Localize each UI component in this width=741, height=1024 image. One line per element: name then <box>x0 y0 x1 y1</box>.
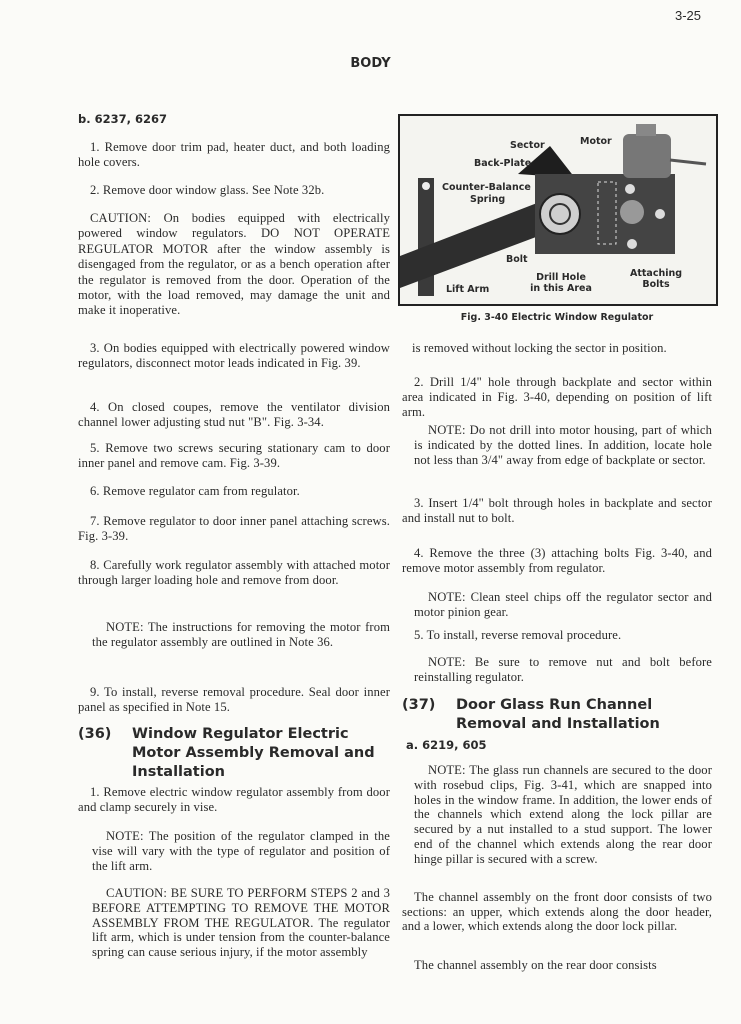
section-number: (36) <box>78 726 112 742</box>
note-clean-chips: NOTE: Clean steel chips off the regulator sector and motor pinion gear. <box>414 590 712 620</box>
label-spring: Spring <box>470 194 506 205</box>
label-lift-arm: Lift Arm <box>446 284 490 295</box>
label-bolt: Bolt <box>506 254 528 265</box>
section-36-heading <box>78 725 390 783</box>
note-drill: NOTE: Do not drill into motor housing, part of which is indicated by the dotted lines. In addition, locate hole not less than 3/4" away from edge of backplate or sector. <box>414 423 712 468</box>
r-step-4: 4. Remove the three (3) attaching bolts Fig. 3-40, and remove motor assembly from regulator. <box>402 546 712 576</box>
note-rosebud-clips: NOTE: The glass run channels are secured to the door with rosebud clips, Fig. 3-41, which are snapped into holes in the window frame. In addition, the lower ends of the channels which extend along the lock pillar are secured by a nut installed to a stud support. The lower end of the channel which extends along the rear door hinge pillar is secured with a screw. <box>414 763 712 866</box>
running-head: BODY <box>350 56 391 71</box>
label-back-plate: Back-Plate <box>474 158 532 169</box>
r-step-2: 2. Drill 1/4" hole through backplate and sector within area indicated in Fig. 3-40, depending on position of lift arm. <box>402 375 712 420</box>
section-number: (37) <box>402 697 436 713</box>
s36-note: NOTE: The position of the regulator clamped in the vise will vary with the type of regulator and position of the lift arm. <box>92 829 390 874</box>
section-title: Window Regulator Electric Motor Assembly Removal and Installation <box>132 726 375 780</box>
subheading-a: a. 6219, 605 <box>406 738 487 752</box>
label-counter-balance: Counter-Balance <box>442 182 531 193</box>
figure-electric-window-regulator <box>398 114 718 306</box>
label-drill-hole <box>526 272 596 294</box>
r-step-3: 3. Insert 1/4" bolt through holes in backplate and sector and install nut to bolt. <box>402 496 712 526</box>
r-step-5: 5. To install, reverse removal procedure. <box>414 628 622 642</box>
step-1: 1. Remove door trim pad, heater duct, and both loading hole covers. <box>78 140 390 170</box>
caution-note: CAUTION: On bodies equipped with electrically powered window regulators. DO NOT OPERATE REGULATOR MOTOR after the window assembly is disengaged from the regulator, or as a bench operation after the regulator is removed from the door. Operation of the motor, with the load removed, may damage the unit and make it inoperative. <box>78 211 390 318</box>
label-attaching-line2: Bolts <box>642 279 670 290</box>
continued-text: is removed without locking the sector in position. <box>412 341 667 355</box>
para-front-door: The channel assembly on the front door consists of two sections: an upper, which extends along the door header, and a lower, which extends along the door lock pillar. <box>402 890 712 934</box>
label-attaching-bolts <box>626 268 686 290</box>
section-37-heading <box>402 696 714 736</box>
step-9: 9. To install, reverse removal procedure. Seal door inner panel as specified in Note 15. <box>78 685 390 715</box>
label-drill-hole-line1: Drill Hole <box>536 272 586 283</box>
step-6: 6. Remove regulator cam from regulator. <box>90 484 300 498</box>
step-5: 5. Remove two screws securing stationary cam to door inner panel and remove cam. Fig. 3-39. <box>78 441 390 471</box>
subheading-b: b. 6237, 6267 <box>78 112 167 126</box>
label-motor: Motor <box>580 136 612 147</box>
page-number: 3-25 <box>675 8 702 23</box>
s36-caution: CAUTION: BE SURE TO PERFORM STEPS 2 and 3 BEFORE ATTEMPTING TO REMOVE THE MOTOR ASSEMBLY FROM THE REGULATOR. The regulator lift arm, which is under tension from the counter-balance spring can cause serious injury, if the motor assembly <box>92 886 390 960</box>
note-remove-bolt: NOTE: Be sure to remove nut and bolt before reinstalling regulator. <box>414 655 712 685</box>
note-36-reference: NOTE: The instructions for removing the motor from the regulator assembly are outlined in Note 36. <box>92 620 390 650</box>
step-7: 7. Remove regulator to door inner panel attaching screws. Fig. 3-39. <box>78 514 390 544</box>
label-attaching-line1: Attaching <box>629 268 683 279</box>
section-title: Door Glass Run Channel Removal and Installation <box>456 697 660 732</box>
step-8: 8. Carefully work regulator assembly with attached motor through larger loading hole and remove from door. <box>78 558 390 588</box>
step-2: 2. Remove door window glass. See Note 32b. <box>90 183 325 197</box>
step-3: 3. On bodies equipped with electrically powered window regulators, disconnect motor leads indicated in Fig. 39. <box>78 341 390 371</box>
label-drill-hole-line2: in this Area <box>530 283 592 294</box>
para-rear-door: The channel assembly on the rear door consists <box>414 958 657 972</box>
step-4: 4. On closed coupes, remove the ventilator division channel lower adjusting stud nut "B". Fig. 3-34. <box>78 400 390 430</box>
s36-step-1: 1. Remove electric window regulator assembly from door and clamp securely in vise. <box>78 785 390 815</box>
figure-caption: Fig. 3-40 Electric Window Regulator <box>460 312 654 323</box>
label-sector: Sector <box>510 140 545 151</box>
